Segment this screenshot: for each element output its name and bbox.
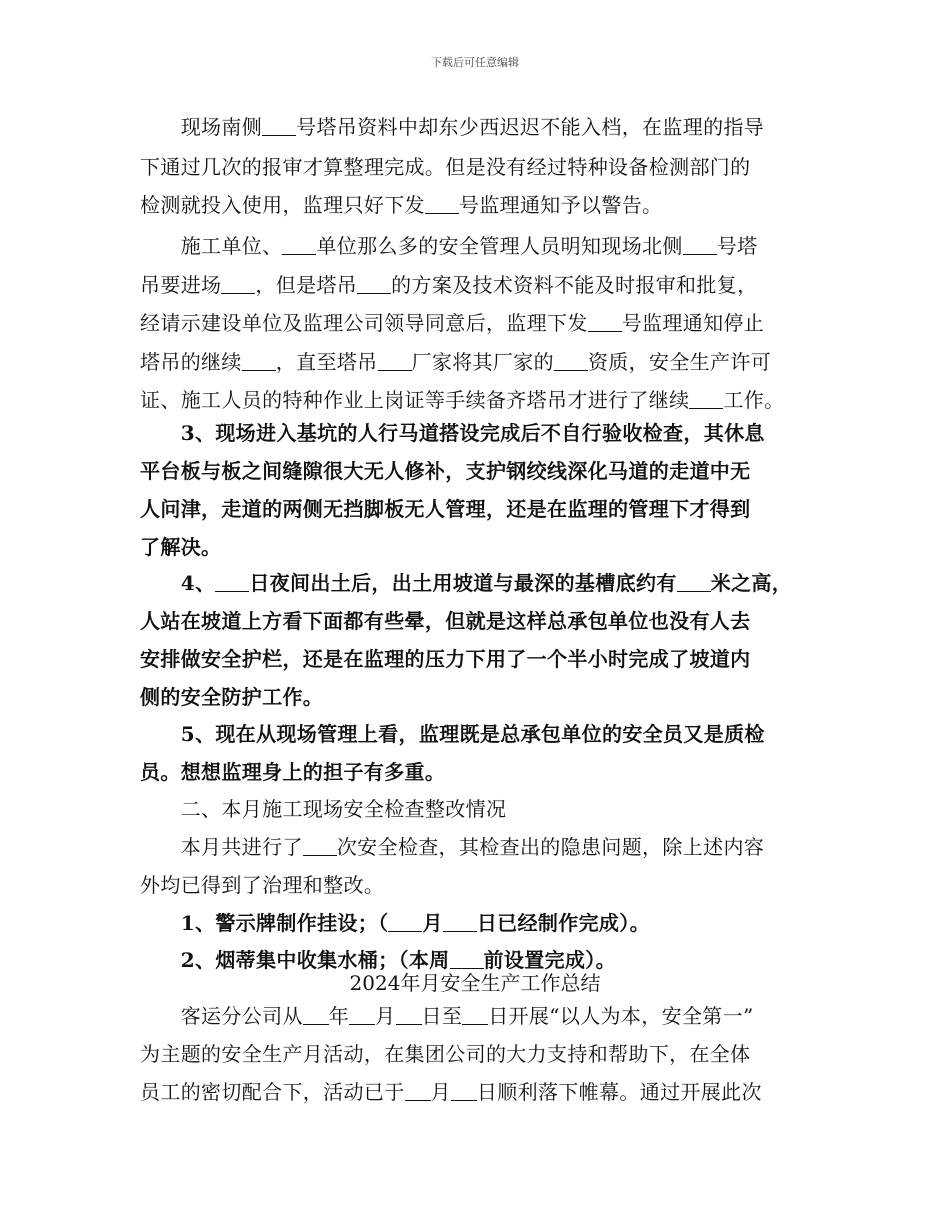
line-text: 客运分公司从 [140,1004,303,1028]
line-text: 吊要进场 [140,273,222,297]
blank-underline [303,1006,329,1025]
text-line [140,461,751,481]
line-text: 的方案及技术资料不能及时报审和批复， [391,273,758,297]
blank-underline [303,837,337,856]
line-text: 本月共进行了 [140,835,303,859]
line-text: 人问津，走道的两侧无挡脚板无人管理，还是在监理的管理下才得到 [140,497,751,521]
text-line [140,195,662,215]
line-text: ，但是塔吊 [255,273,358,297]
line-text: 1、警示牌制作挂设；（ [140,911,389,935]
line-text: 号塔 [716,234,758,258]
line-text: 经请示建设单位及监理公司领导同意后，监理下发 [140,311,588,335]
text-line [140,1044,751,1064]
blank-underline [242,352,276,371]
line-text: 检测就投入使用，监理只好下发 [140,193,425,217]
line-text: 为主题的安全生产月活动，在集团公司的大力支持和帮助下，在全体 [140,1042,751,1066]
line-text: 次安全检查，其检查出的隐患问题，除上述内容 [336,835,765,859]
line-text: 现场南侧 [140,115,263,139]
line-text: 月 [422,911,443,935]
text-line [140,352,771,372]
line-text: 日夜间出土后，出土用坡道与最深的基槽底约有 [249,571,677,595]
text-line [140,157,751,177]
line-text: 日开展“以人为本，安全第一” [488,1004,754,1028]
line-text: 证、施工人员的特种作业上岗证等手续备齐塔吊才进行了继续 [140,388,690,412]
text-line [140,499,751,519]
blank-underline [388,913,422,932]
text-line [140,611,751,631]
blank-underline [689,390,723,409]
line-text: 号监理通知予以警告。 [458,193,663,217]
line-text: 日顺利落下帷幕。通过开展此次 [476,1080,762,1104]
line-text: 员工的密切配合下，活动已于 [140,1080,405,1104]
blank-underline [396,1006,422,1025]
blank-underline [554,352,588,371]
text-line [140,687,323,707]
blank-underline [405,1082,431,1101]
line-text: 施工单位、 [140,234,283,258]
blank-underline [221,275,255,294]
line-text: 外均已得到了治理和整改。 [140,873,385,897]
line-text: 年 [328,1004,350,1028]
blank-underline [349,1006,375,1025]
line-text: 员。想想监理身上的担子有多重。 [140,760,446,784]
line-text: 前设置完成）。 [483,948,616,972]
text-line [140,799,506,819]
blank-underline [282,236,316,255]
text-line [140,762,445,782]
line-text: 日至 [421,1004,463,1028]
line-text: 号监理通知停止 [621,311,765,335]
line-text: 月 [430,1080,451,1104]
line-text: 平台板与板之间缝隙很大无人修补，支护钢绞线深化马道的走道中无 [140,459,751,483]
line-text: 号塔吊资料中却东少西迟迟不能入档，在监理的指导 [296,115,765,139]
line-text: 单位那么多的安全管理人员明知现场北侧 [316,234,683,258]
line-text: 4、 [140,571,216,595]
line-text: 3、现场进入基坑的人行马道搭设完成后不自行验收检查，其休息 [140,421,765,445]
line-text: 5、现在从现场管理上看，监理既是总承包单位的安全员又是质检 [140,722,765,746]
blank-underline [378,352,412,371]
text-line [140,724,765,744]
text-line [140,1082,762,1102]
text-line [140,117,764,137]
blank-underline [262,117,296,136]
line-text: 人站在坡道上方看下面都有些晕，但就是这样总承包单位也没有人去 [140,609,751,633]
text-line [140,313,764,333]
line-text: 厂家将其厂家的 [411,350,554,374]
text-line [140,875,384,895]
text-line [140,390,785,410]
line-text: 了解决。 [140,535,222,559]
text-line [140,1006,754,1026]
line-text: 月 [375,1004,396,1028]
blank-underline [443,913,477,932]
line-text: 二、本月施工现场安全检查整改情况 [140,797,507,821]
line-text: 侧的安全防护工作。 [140,685,324,709]
line-text: 2、烟蒂集中收集水桶；（本周 [140,948,450,972]
section-title: 2024年月安全生产工作总结 [349,971,601,995]
text-line [140,537,221,557]
text-line [140,573,792,593]
blank-underline [357,275,391,294]
line-text: 下通过几次的报审才算整理完成。但是没有经过特种设备检测部门的 [140,155,751,179]
blank-underline [588,313,622,332]
line-text: ，直至塔吊 [275,350,378,374]
text-line [140,423,765,443]
line-text: 工作。 [723,388,785,412]
line-text: 安排做安全护栏，还是在监理的压力下用了一个半小时完成了坡道内 [140,647,751,671]
line-text: 塔吊的继续 [140,350,242,374]
page-header: 下载后可任意编辑 [431,56,519,69]
blank-underline [462,1006,488,1025]
blank-underline [425,195,459,214]
blank-underline [215,573,249,592]
text-line [140,837,764,857]
line-text: 日已经制作完成）。 [476,911,650,935]
blank-underline [451,1082,477,1101]
text-line [140,236,757,256]
blank-underline [677,573,711,592]
text-line [140,649,751,669]
blank-underline [683,236,717,255]
line-text: 资质，安全生产许可 [587,350,772,374]
text-line [140,913,650,933]
line-text: 米之高， [710,571,793,595]
text-line [140,275,757,295]
